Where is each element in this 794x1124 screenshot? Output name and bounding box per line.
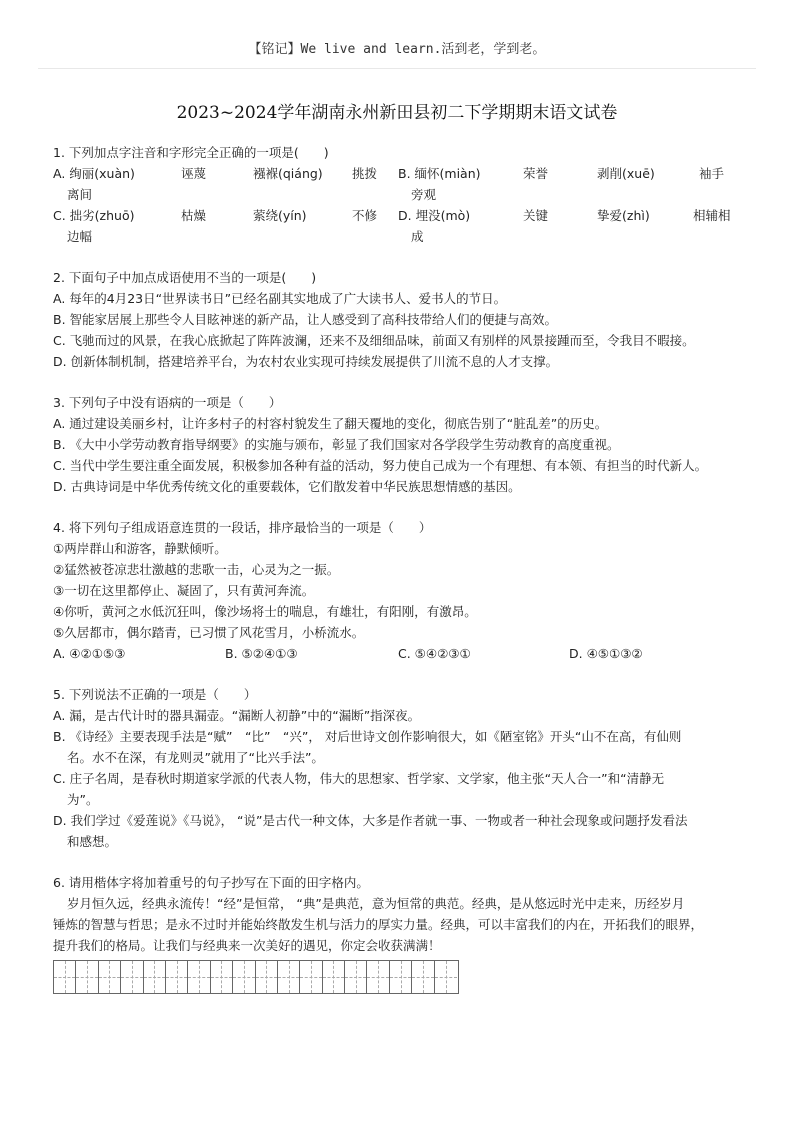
option-a-word-3: 襁褓(qiáng)	[253, 166, 323, 181]
option-b-word-2: 荣誉	[523, 166, 549, 181]
grid-cell[interactable]	[345, 961, 367, 993]
grid-cell[interactable]	[367, 961, 389, 993]
option-c-word-4: 不修	[352, 208, 378, 223]
grid-cell[interactable]	[211, 961, 233, 993]
option-b: B. 智能家居展上那些令人目眩神迷的新产品，让人感受到了高科技带给人们的便捷与高效。	[53, 312, 558, 327]
sentence-3: ③一切在这里都停止、凝固了，只有黄河奔流。	[53, 583, 315, 598]
grid-cell[interactable]	[323, 961, 345, 993]
passage-line-2: 锤炼的智慧与哲思；是永不过时并能始终散发生机与活力的厚实力量。经典，可以丰富我们的内在，开拓我们的眼界，	[53, 917, 704, 932]
question-stem: 5. 下列说法不正确的一项是（ ）	[53, 687, 257, 702]
option-d-word-3: 挚爱(zhì)	[597, 208, 650, 223]
option-a-word-1: A. 绚丽(xuàn)	[53, 166, 135, 181]
option-a-word-4: 挑拨	[352, 166, 378, 181]
grid-cell[interactable]	[54, 961, 76, 993]
options-row-cd-wrap	[53, 226, 743, 247]
question-2	[53, 267, 743, 372]
question-5	[53, 684, 743, 852]
grid-cell[interactable]	[166, 961, 188, 993]
option-c: C. 当代中学生要注重全面发展，积极参加各种有益的活动，努力使自己成为一个有理想、有本领、有担当的时代新人。	[53, 458, 708, 473]
option-d-word-1: D. 埋没(mò)	[398, 208, 471, 223]
sentence-5: ⑤久居都市，偶尔踏青，已习惯了风花雪月，小桥流水。	[53, 625, 365, 640]
option-d-word-2: 关键	[523, 208, 549, 223]
option-a-word-2: 诬蔑	[181, 166, 207, 181]
question-stem: 6. 请用楷体字将加着重号的句子抄写在下面的田字格内。	[53, 875, 369, 890]
options-row-cd	[53, 205, 743, 226]
option-d-continued: 和感想。	[67, 834, 118, 849]
exam-content	[53, 142, 743, 1014]
writing-grid[interactable]	[53, 960, 459, 994]
sentence-4: ④你听，黄河之水低沉狂叫，像沙场将士的喘息，有雄壮，有阳刚，有激昂。	[53, 604, 477, 619]
grid-cell[interactable]	[76, 961, 98, 993]
question-stem: 3. 下列句子中没有语病的一项是（ ）	[53, 395, 282, 410]
grid-cell[interactable]	[256, 961, 278, 993]
question-6	[53, 872, 743, 994]
question-3	[53, 392, 743, 497]
options-row-ab-wrap	[53, 184, 743, 205]
grid-cell[interactable]	[435, 961, 457, 993]
grid-cell[interactable]	[144, 961, 166, 993]
option-a-wrap: 离间	[67, 187, 93, 202]
option-d-word-4: 相辅相	[693, 208, 731, 223]
option-b-word-1: B. 缅怀(miàn)	[398, 166, 481, 181]
page-header: 【铭记】We live and learn.活到老，学到老。	[248, 42, 546, 57]
choice-c: C. ⑤④②③①	[398, 646, 471, 661]
option-b-wrap: 旁观	[411, 187, 437, 202]
grid-cell[interactable]	[390, 961, 412, 993]
choice-d: D. ④⑤①③②	[569, 646, 643, 661]
option-b-continued: 名。水不在深，有龙则灵”就用了“比兴手法”。	[67, 750, 324, 765]
option-b: B. 《大中小学劳动教育指导纲要》的实施与颁布，彰显了我们国家对各学段学生劳动教育的高度重视。	[53, 437, 620, 452]
option-c-word-1: C. 拙劣(zhuō)	[53, 208, 135, 223]
question-stem: 2. 下面句子中加点成语使用不当的一项是( )	[53, 270, 317, 285]
choice-b: B. ⑤②④①③	[225, 646, 298, 661]
grid-cell[interactable]	[278, 961, 300, 993]
option-b: B. 《诗经》主要表现手法是“赋” “比” “兴”， 对后世诗文创作影响很大，如《陋室铭》开头“山不在高，有仙则	[53, 729, 682, 744]
option-c: C. 庄子名周，是春秋时期道家学派的代表人物，伟大的思想家、哲学家、文学家，他主张“天人合一”和“清静无	[53, 771, 665, 786]
choice-a: A. ④②①⑤③	[53, 646, 126, 661]
grid-cell[interactable]	[121, 961, 143, 993]
grid-cell[interactable]	[188, 961, 210, 993]
option-a: A. 每年的4月23日“世界读书日”已经名副其实地成了广大读书人、爱书人的节日。	[53, 291, 507, 306]
passage-line-3: 提升我们的格局。让我们与经典来一次美好的遇见，你定会收获满满！	[53, 938, 441, 953]
option-d-wrap: 成	[411, 229, 424, 244]
option-a: A. 通过建设美丽乡村，让许多村子的村容村貌发生了翻天覆地的变化，彻底告别了“脏乱差”的历史。	[53, 416, 608, 431]
option-b-word-4: 袖手	[699, 166, 725, 181]
option-d: D. 古典诗词是中华优秀传统文化的重要载体，它们散发着中华民族思想情感的基因。	[53, 479, 521, 494]
option-a: A. 漏，是古代计时的器具漏壶。“漏断人初静”中的“漏断”指深夜。	[53, 708, 421, 723]
question-4	[53, 517, 743, 664]
grid-cell[interactable]	[99, 961, 121, 993]
question-1	[53, 142, 743, 247]
option-c-wrap: 边幅	[67, 229, 93, 244]
grid-cell[interactable]	[300, 961, 322, 993]
option-b-word-3: 剥削(xuē)	[597, 166, 655, 181]
options-row-ab	[53, 163, 743, 184]
option-c: C. 飞驰而过的风景，在我心底掀起了阵阵波澜，还来不及细细品味，前面又有别样的风景接踵而至，令我目不暇接。	[53, 333, 695, 348]
question-stem: 4. 将下列句子组成语意连贯的一段话，排序最恰当的一项是（ ）	[53, 520, 432, 535]
option-c-continued: 为”。	[67, 792, 99, 807]
question-stem: 1. 下列加点字注音和字形完全正确的一项是( )	[53, 145, 329, 160]
option-c-word-3: 萦绕(yín)	[253, 208, 307, 223]
option-d: D. 创新体制机制，搭建培养平台，为农村农业实现可持续发展提供了川流不息的人才支撑。	[53, 354, 559, 369]
header-divider	[38, 68, 756, 69]
option-d: D. 我们学过《爱莲说》《马说》， “说”是古代一种文体，大多是作者就一事、一物或者一种社会现象或问题抒发看法	[53, 813, 688, 828]
sentence-1: ①两岸群山和游客，静默倾听。	[53, 541, 227, 556]
grid-cell[interactable]	[412, 961, 434, 993]
passage-line-1: 岁月恒久远，经典永流传！“经”是恒常， “典”是典范，意为恒常的典范。经典，是从悠远时光中走来，历经岁月	[67, 896, 685, 911]
choices-row	[53, 643, 743, 664]
grid-cell[interactable]	[233, 961, 255, 993]
option-c-word-2: 枯燥	[181, 208, 207, 223]
page-title: 2023~2024学年湖南永州新田县初二下学期期末语文试卷	[176, 103, 618, 123]
sentence-2: ②猛然被苍凉悲壮激越的悲歌一击，心灵为之一振。	[53, 562, 340, 577]
